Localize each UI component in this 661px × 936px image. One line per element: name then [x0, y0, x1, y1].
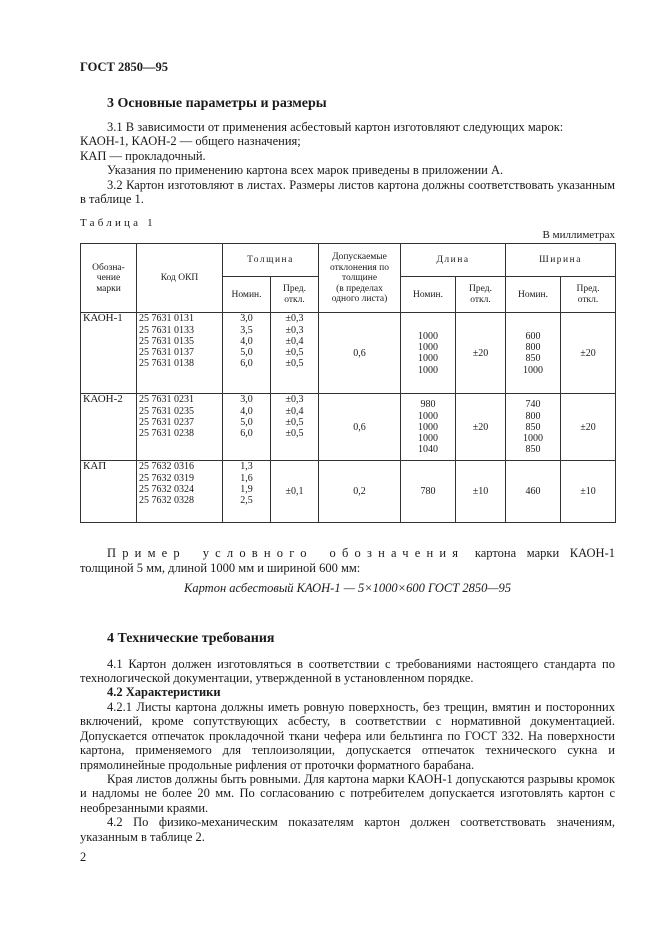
cell-thickness-nominal: 3,0 3,5 4,0 5,0 6,0 [223, 313, 271, 394]
cell-length-deviation: ±10 [456, 461, 506, 523]
header-thickness-nominal: Номин. [223, 277, 271, 313]
document-header-title: ГОСТ 2850—95 [80, 60, 169, 74]
paragraph-4-2-1: 4.2.1 Листы картона должны иметь ровную поверхность, без трещин, вмятин и посторонних включений, кроме сопутствующих асбесту, в соответствии с нормативной документацией. Допускается отпечаток прокладочной ткани чефера или бельтинга по ГОСТ 332. На поверхности картона, применяемого для теплоизоляции, допускается отпечаток технического сукна и прямолинейные продольные рифления от проточки форматного барабана. [80, 699, 615, 772]
section-4-heading: 4 Технические требования [107, 630, 275, 646]
header-okp-code: Код ОКП [137, 244, 223, 313]
cell-mark: КАОН-1 [81, 313, 137, 394]
cell-width-deviation: ±20 [561, 394, 616, 461]
cell-thickness-deviation: ±0,3 ±0,3 ±0,4 ±0,5 ±0,5 [271, 313, 319, 394]
cell-okp-code: 25 7632 0316 25 7632 0319 25 7632 0324 25 7632 0328 [137, 461, 223, 523]
header-width: Ширина [506, 244, 616, 277]
subsection-4-2-heading: 4.2 Характеристики [107, 685, 221, 700]
cell-length-deviation: ±20 [456, 394, 506, 461]
cell-thickness-deviation: ±0,1 [271, 461, 319, 523]
cell-thickness-deviation: ±0,3 ±0,4 ±0,5 ±0,5 [271, 394, 319, 461]
cell-thickness-tolerance: 0,2 [319, 461, 401, 523]
designation-example-lead: Пример условного обозначения [107, 546, 465, 561]
paragraph-3-2: 3.2 Картон изготовляют в листах. Размеры листов картона должны соответствовать указанным в таблице 1. [80, 177, 615, 207]
header-mark: Обозна- чение марки [81, 244, 137, 313]
cell-width-nominal: 600 800 850 1000 [506, 313, 561, 394]
section-3-heading: 3 Основные параметры и размеры [107, 96, 327, 111]
page-number: 2 [80, 849, 87, 864]
cell-thickness-tolerance: 0,6 [319, 313, 401, 394]
header-width-nominal: Номин. [506, 277, 561, 313]
table-row [81, 313, 616, 394]
paragraph-grades-general: КАОН-1, КАОН-2 — общего назначения; [80, 134, 301, 149]
cell-length-deviation: ±20 [456, 313, 506, 394]
cell-width-deviation: ±10 [561, 461, 616, 523]
table-1-units: В миллиметрах [542, 229, 615, 242]
paragraph-3-1: 3.1 В зависимости от применения асбестовый картон изготовляют следующих марок: [107, 120, 564, 134]
paragraph-edges: Края листов должны быть ровными. Для картона марки КАОН-1 допускаются разрывы кромок и надломы не более 20 мм. По согласованию с потребителем допускается изготовлять картон с необрезанными краями. [80, 771, 616, 815]
designation-example-value: Картон асбестовый КАОН-1 — 5×1000×600 ГОСТ 2850—95 [184, 581, 511, 596]
cell-length-nominal: 980 1000 1000 1000 1040 [401, 394, 456, 461]
table-header-row [81, 244, 616, 277]
cell-thickness-nominal: 1,3 1,6 1,9 2,5 [223, 461, 271, 523]
cell-width-deviation: ±20 [561, 313, 616, 394]
designation-example-text: картона марки КАОН-1 толщиной 5 мм, длиной 1000 мм и шириной 600 мм: [80, 546, 615, 575]
cell-thickness-nominal: 3,0 4,0 5,0 6,0 [223, 394, 271, 461]
header-thickness-tolerance: Допускаемые отклонения по толщине (в пределах одного листа) [319, 244, 401, 313]
paragraph-appendix-reference: Указания по применению картона всех марок приведены в приложении А. [107, 163, 504, 178]
cell-okp-code: 25 7631 0231 25 7631 0235 25 7631 0237 25 7631 0238 [137, 394, 223, 461]
paragraph-4-2-properties: 4.2 По физико-механическим показателям картон должен соответствовать значениям, указанным в таблице 2. [80, 815, 615, 844]
header-thickness: Толщина [223, 244, 319, 277]
table-row [81, 394, 616, 461]
header-width-deviation: Пред. откл. [561, 277, 616, 313]
paragraph-4-1: 4.1 Картон должен изготовляться в соответствии с требованиями настоящего стандарта по технологической документации, утвержденной в установленном порядке. [80, 656, 615, 686]
cell-mark: КАП [81, 461, 137, 523]
cell-mark: КАОН-2 [81, 394, 137, 461]
cell-width-nominal: 460 [506, 461, 561, 523]
cell-length-nominal: 780 [401, 461, 456, 523]
table-1-caption: Таблица 1 [80, 217, 156, 230]
table-row [81, 461, 616, 523]
paragraph-grades-gasket: КАП — прокладочный. [80, 148, 206, 163]
cell-okp-code: 25 7631 0131 25 7631 0133 25 7631 0135 25 7631 0137 25 7631 0138 [137, 313, 223, 394]
header-length-nominal: Номин. [401, 277, 456, 313]
cell-length-nominal: 1000 1000 1000 1000 [401, 313, 456, 394]
header-length: Длина [401, 244, 506, 277]
cell-thickness-tolerance: 0,6 [319, 394, 401, 461]
dimensions-table [80, 243, 616, 523]
header-length-deviation: Пред. откл. [456, 277, 506, 313]
cell-width-nominal: 740 800 850 1000 850 [506, 394, 561, 461]
header-thickness-deviation: Пред. откл. [271, 277, 319, 313]
designation-example [80, 546, 615, 575]
